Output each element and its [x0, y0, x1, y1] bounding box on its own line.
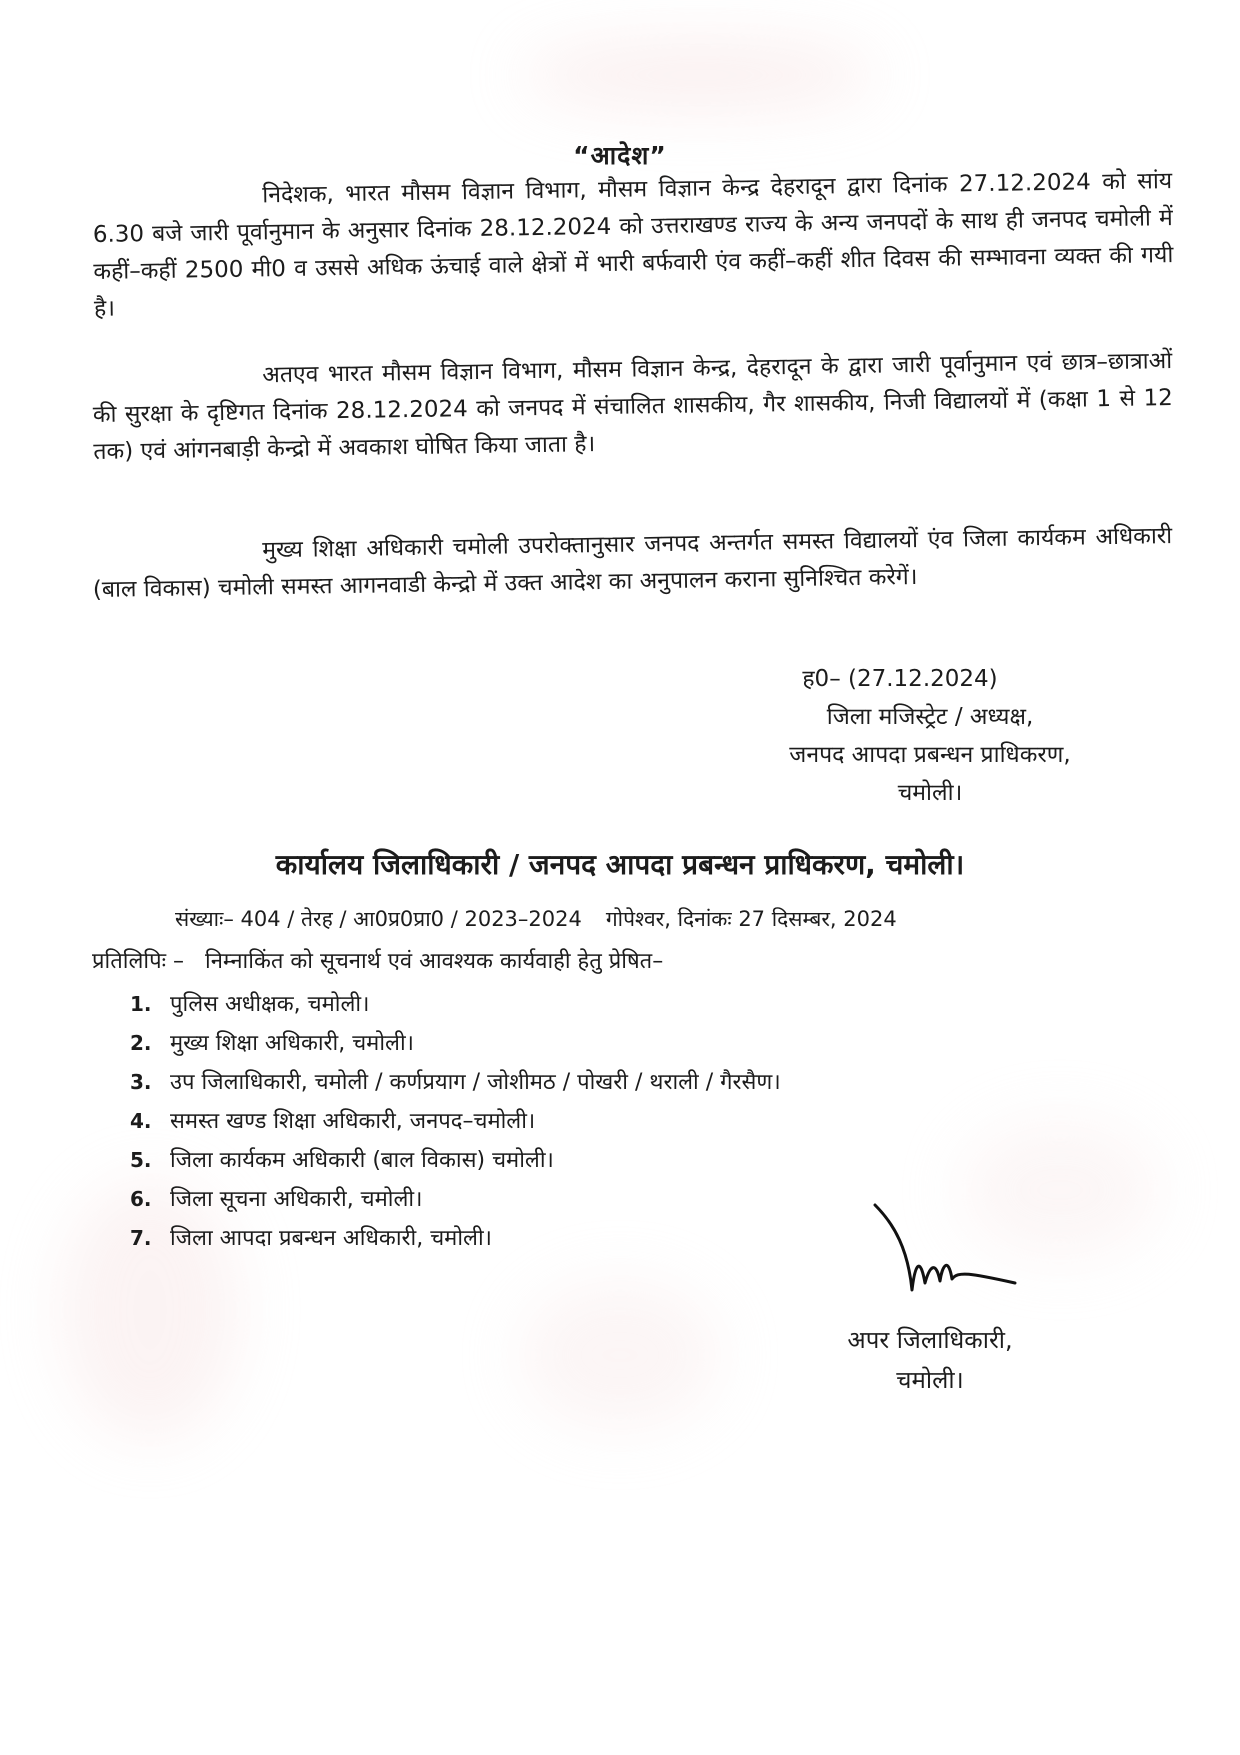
handwritten-signature	[870, 1195, 1020, 1315]
signatory-place: चमोली।	[897, 780, 963, 806]
signatory-place: चमोली।	[896, 1366, 964, 1394]
list-item: 1. पुलिस अधीक्षक, चमोली।	[130, 992, 370, 1017]
paragraph-text: मुख्य शिक्षा अधिकारी चमोली उपरोक्तानुसार जनपद अन्तर्गत समस्त विद्यालयों एंव जिला कार्यकम अधिकारी (बाल विकास) चमोली समस्त आगनवाडी केन्द्रो में उक्त आदेश का अनुपालन कराना सुनिश्चित करेगें।	[92, 523, 1173, 603]
reference-place-date: गोपेश्वर, दिनांकः 27 दिसम्बर, 2024	[605, 907, 897, 931]
office-heading: कार्यालय जिलाधिकारी / जनपद आपदा प्रबन्धन प्राधिकरण, चमोली।	[275, 848, 965, 881]
order-paragraph-2	[92, 343, 1174, 471]
copy-to-label: प्रतिलिपिः –	[92, 949, 185, 974]
signed-date: ह0– (27.12.2024)	[802, 666, 998, 692]
copy-to-line	[92, 945, 1152, 975]
signatory-authority: जनपद आपदा प्रबन्धन प्राधिकरण,	[789, 742, 1071, 768]
order-paragraph-3	[92, 518, 1173, 609]
reference-line	[175, 905, 1135, 933]
list-item: 3. उप जिलाधिकारी, चमोली / कर्णप्रयाग / जोशीमठ / पोखरी / थराली / गैरसैण।	[130, 1070, 781, 1095]
reference-number: संख्याः– 404 / तेरह / आ0प्र0प्रा0 / 2023–2024	[175, 907, 582, 931]
list-item: 4. समस्त खण्ड शिक्षा अधिकारी, जनपद–चमोली।	[130, 1109, 536, 1134]
order-paragraph-1	[92, 163, 1174, 328]
paragraph-text: निदेशक, भारत मौसम विज्ञान विभाग, मौसम विज्ञान केन्द्र देहरादून द्वारा दिनांक 27.12.2024 को सांय 6.30 बजे जारी पूर्वानुमान के अनुसार दिनांक 28.12.2024 को उत्तराखण्ड राज्य के अन्य जनपदों के साथ ही जनपद चमोली में कहीं–कहीं 2500 मी0 व उससे अधिक ऊंचाई वाले क्षेत्रों में भारी बर्फवारी एंव कहीं–कहीं शीत दिवस की सम्भावना व्यक्त की गयी है।	[92, 168, 1174, 322]
list-item: 6. जिला सूचना अधिकारी, चमोली।	[130, 1187, 423, 1212]
signatory-designation: अपर जिलाधिकारी,	[847, 1326, 1013, 1354]
order-title: “आदेश”	[573, 141, 667, 170]
list-item: 7. जिला आपदा प्रबन्धन अधिकारी, चमोली।	[130, 1226, 492, 1251]
signatory-designation: जिला मजिस्ट्रेट / अध्यक्ष,	[826, 704, 1034, 730]
paragraph-text: अतएव भारत मौसम विज्ञान विभाग, मौसम विज्ञान केन्द्र, देहरादून के द्वारा जारी पूर्वानुमान एवं छात्र–छात्राओं की सुरक्षा के दृष्टिगत दिनांक 28.12.2024 को जनपद में संचालित शासकीय, गैर शासकीय, निजी विद्यालयों में (कक्षा 1 से 12 तक) एवं आंगनबाड़ी केन्द्रो में अवकाश घोषित किया जाता है।	[92, 348, 1173, 465]
scan-smudge	[520, 1280, 720, 1430]
copy-to-intro: निम्नाकिंत को सूचनार्थ एवं आवश्यक कार्यवाही हेतु प्रेषित–	[205, 949, 664, 974]
scan-smudge	[520, 40, 880, 110]
list-item: 2. मुख्य शिक्षा अधिकारी, चमोली।	[130, 1031, 414, 1056]
list-item: 5. जिला कार्यकम अधिकारी (बाल विकास) चमोली।	[130, 1148, 554, 1173]
signatory-block-additional-district-magistrate	[800, 1320, 1060, 1400]
signatory-block-district-magistrate	[720, 660, 1140, 812]
